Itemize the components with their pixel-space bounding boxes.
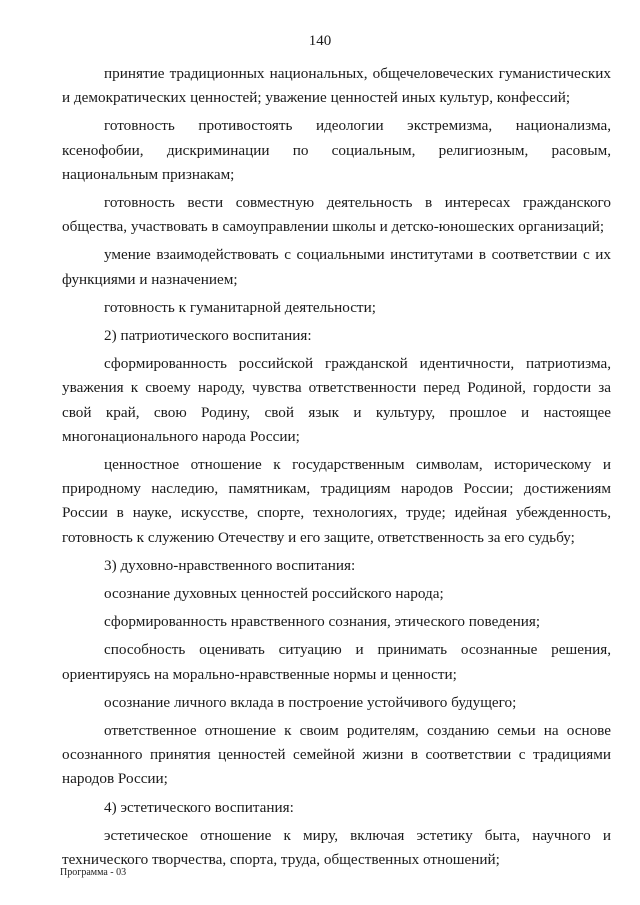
paragraph-16: эстетическое отношение к миру, включая эстетику быта, научного и технического творчества, спорта, труда, общественных отношений; [62, 826, 611, 869]
paragraph-1: принятие традиционных национальных, общечеловеческих гуманистических и демократических ценностей; уважение ценностей иных культур, конфессий; [62, 65, 611, 107]
body-text [62, 62, 611, 876]
section-heading-patriotic: 2) патриотического воспитания: [104, 327, 312, 345]
paragraph-13: осознание личного вклада в построение устойчивого будущего; [104, 693, 517, 711]
paragraph-11: сформированность нравственного сознания, этического поведения; [104, 613, 541, 631]
page-number: 140 [308, 33, 332, 49]
footer-label: Программа - 03 [60, 867, 127, 878]
paragraph-3: готовность вести совместную деятельность в интересах гражданского общества, участвовать в самоуправлении школы и детско-юношеских организаций; [62, 194, 611, 236]
paragraph-12: способность оценивать ситуацию и принимать осознанные решения, ориентируясь на морально-нравственные нормы и ценности; [62, 641, 611, 683]
section-heading-spiritual: 3) духовно-нравственного воспитания: [104, 556, 356, 574]
paragraph-7: сформированность российской гражданской идентичности, патриотизма, уважения к своему народу, чувства ответственности перед Родиной, гордости за свой край, свою Родину, свой язык и культуру, прошлое и настоящее многонационального народа России; [62, 355, 611, 445]
paragraph-4: умение взаимодействовать с социальными институтами в соответствии с их функциями и назначением; [62, 246, 611, 288]
paragraph-5: готовность к гуманитарной деятельности; [104, 298, 376, 316]
section-heading-aesthetic: 4) эстетического воспитания: [104, 798, 294, 816]
paragraph-14: ответственное отношение к своим родителям, созданию семьи на основе осознанного принятия ценностей семейной жизни в соответствии с традициями народов России; [62, 722, 611, 788]
paragraph-8: ценностное отношение к государственным символам, историческому и природному наследию, памятникам, традициям народов России; достижениям России в науке, искусстве, спорте, технологиях, труде; идейная убежденность, готовность к служению Отечеству и его защите, ответственность за его судьбу; [62, 456, 611, 546]
paragraph-10: осознание духовных ценностей российского народа; [104, 585, 444, 603]
paragraph-2: готовность противостоять идеологии экстремизма, национализма, ксенофобии, дискриминации по социальным, религиозным, расовым, национальным признакам; [62, 117, 611, 183]
